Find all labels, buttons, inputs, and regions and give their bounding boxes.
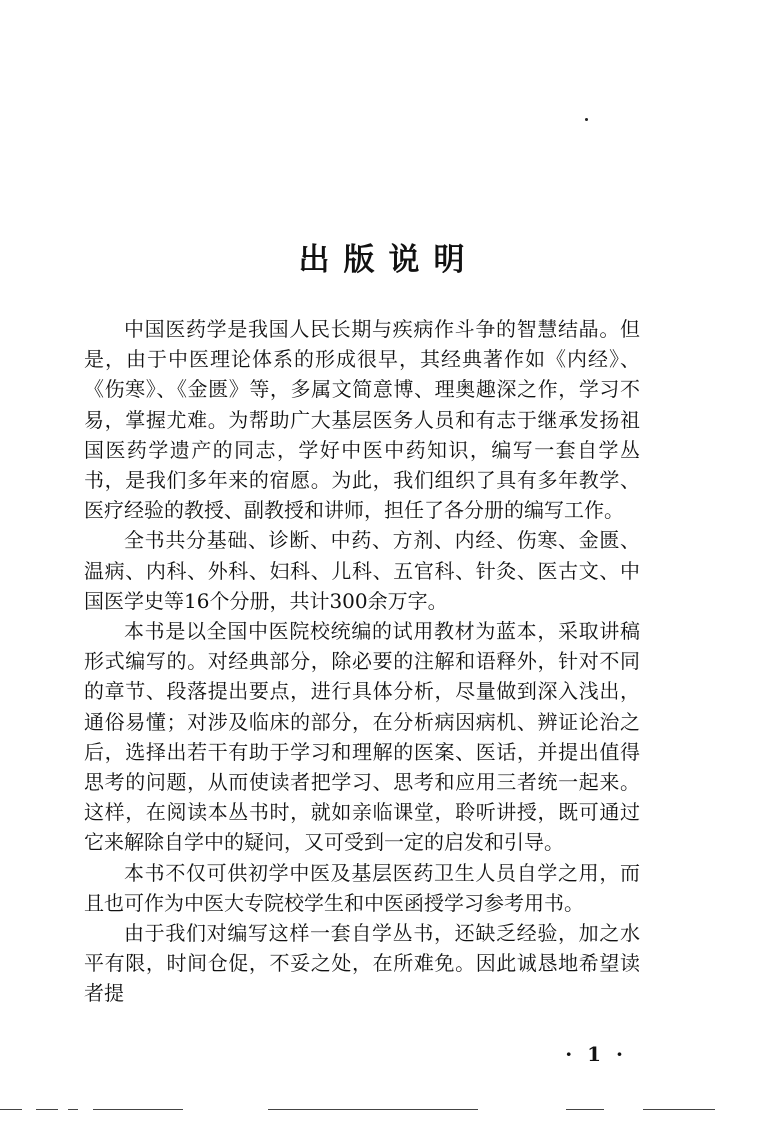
paragraph: 全书共分基础、诊断、中药、方剂、内经、伤寒、金匮、温病、内科、外科、妇科、儿科、五官科、针灸、医古文、中国医学史等16个分册，共计300余万字。 xyxy=(84,528,640,613)
scan-line xyxy=(68,1109,78,1110)
scan-line xyxy=(643,1109,715,1110)
scan-line xyxy=(93,1109,183,1110)
page-title: 出版说明 xyxy=(298,242,479,278)
page-number: · 1 · xyxy=(565,1042,627,1066)
paragraph: 由于我们对编写这样一套自学丛书，还缺乏经验，加之水平有限，时间仓促，不妥之处，在所难免。因此诚恳地希望读者提 xyxy=(84,921,640,1006)
scan-speck xyxy=(585,118,588,121)
scan-line xyxy=(268,1109,478,1110)
scan-line xyxy=(566,1109,604,1110)
paragraph: 中国医药学是我国人民长期与疾病作斗争的智慧结晶。但是，由于中医理论体系的形成很早，其经典著作如《内经》、《伤寒》、《金匮》等，多属文简意博、理奥趣深之作，学习不易，掌握尤难。为帮助广大基层医务人员和有志于继承发扬祖国医药学遗产的同志，学好中医中药知识，编写一套自学丛书，是我们多年来的宿愿。为此，我们组织了具有多年教学、医疗经验的教授、副教授和讲师，担任了各分册的编写工作。 xyxy=(84,317,640,523)
paragraph: 本书不仅可供初学中医及基层医药卫生人员自学之用，而且也可作为中医大专院校学生和中医函授学习参考用书。 xyxy=(84,860,640,915)
scan-line xyxy=(36,1109,58,1110)
scan-line xyxy=(0,1109,22,1110)
body-text xyxy=(84,314,640,1009)
paragraph: 本书是以全国中医院校统编的试用教材为蓝本，采取讲稿形式编写的。对经典部分，除必要的注解和语释外，针对不同的章节、段落提出要点，进行具体分析，尽量做到深入浅出，通俗易懂；对涉及临床的部分，在分析病因病机、辨证论治之后，选择出若干有助于学习和理解的医案、医话，并提出值得思考的问题，从而使读者把学习、思考和应用三者统一起来。这样，在阅读本丛书时，就如亲临课堂，聆听讲授，既可通过它来解除自学中的疑问，又可受到一定的启发和引导。 xyxy=(84,619,640,855)
